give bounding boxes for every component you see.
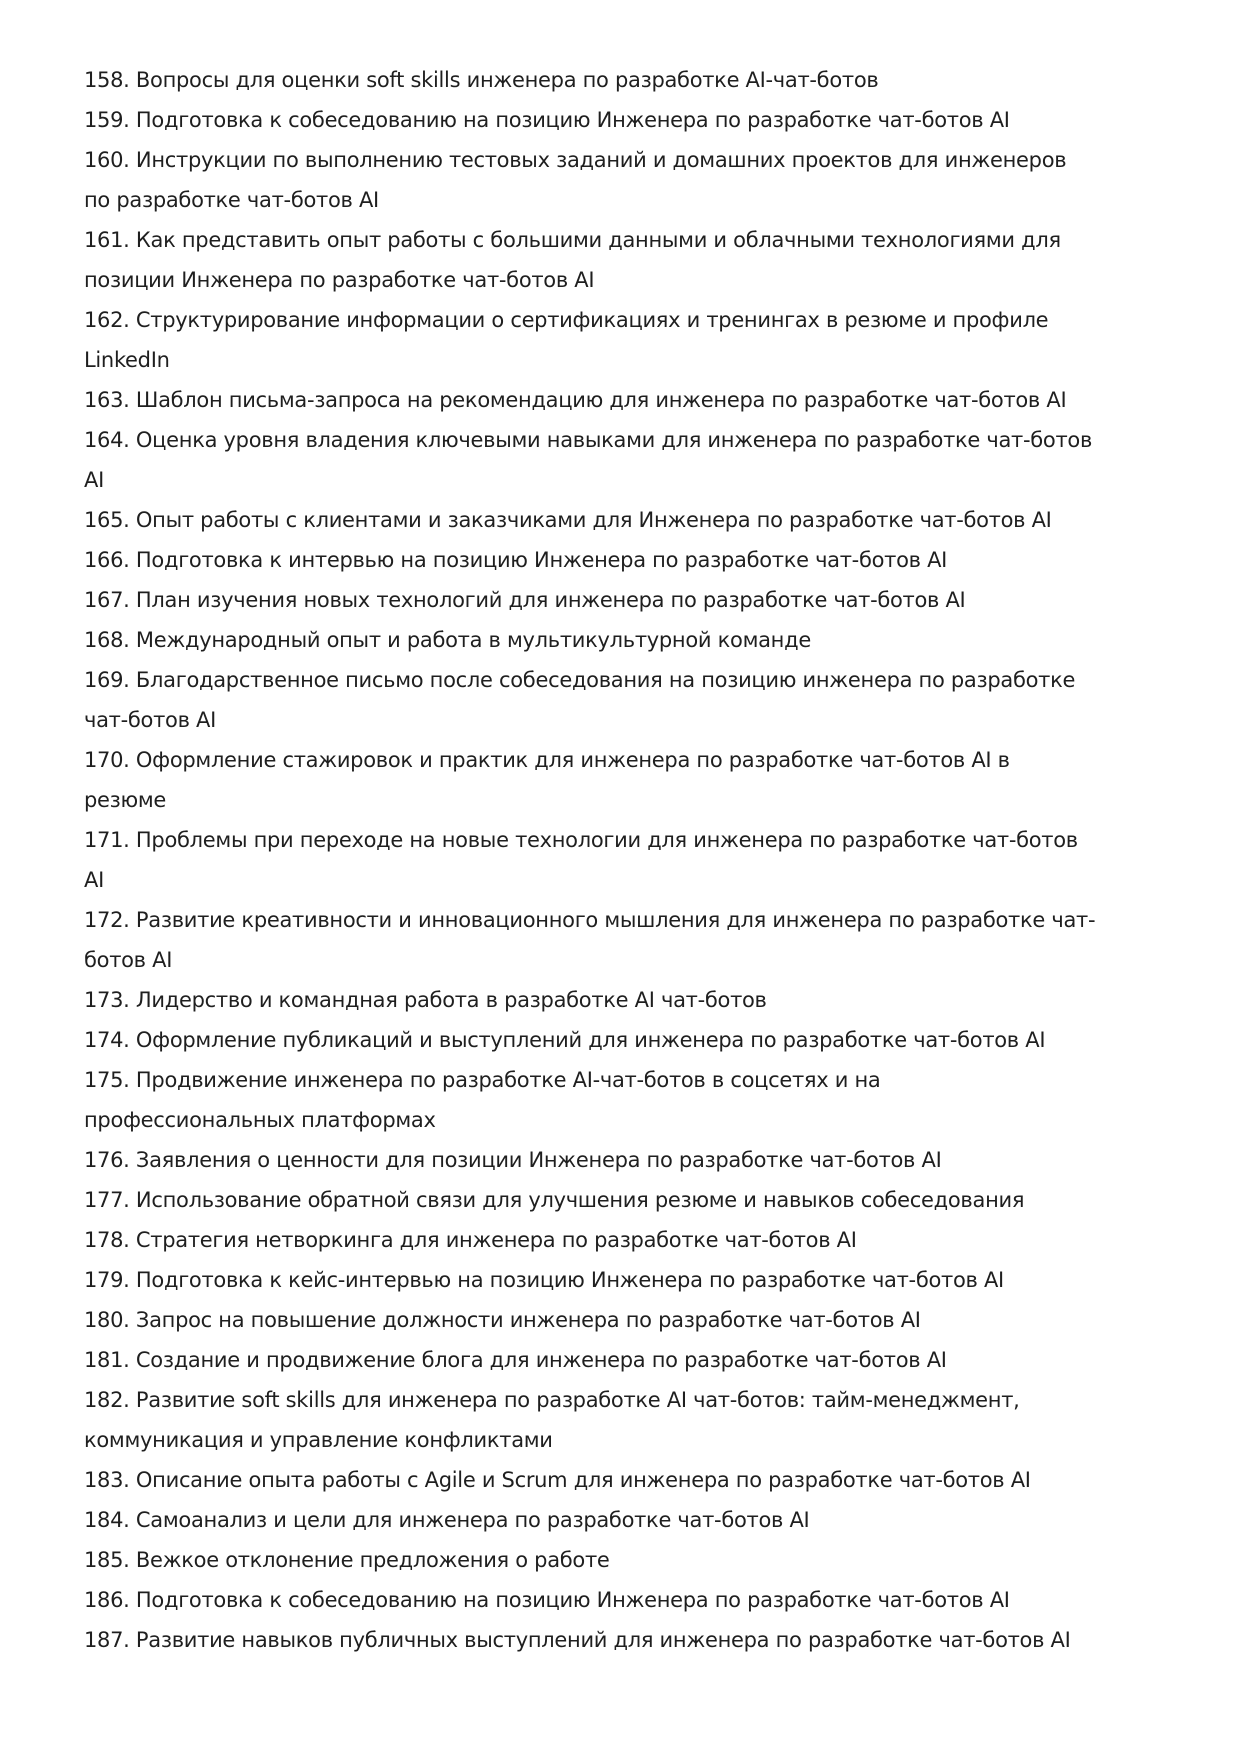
list-item <box>84 1620 1179 1660</box>
list-item <box>84 300 1179 380</box>
list-item <box>84 1300 1179 1340</box>
list-item <box>84 740 1179 820</box>
list-item <box>84 580 1179 620</box>
list-item-text: AI <box>84 868 104 892</box>
list-item <box>84 1260 1179 1300</box>
list-item <box>84 1180 1179 1220</box>
list-item <box>84 140 1179 220</box>
list-item-text: 174. Оформление публикаций и выступлений для инженера по разработке чат-ботов AI <box>84 1028 1046 1052</box>
list-item-text: ботов AI <box>84 948 173 972</box>
list-item <box>84 500 1179 540</box>
list-item-text: профессиональных платформах <box>84 1108 436 1132</box>
list-item-text: 178. Стратегия нетворкинга для инженера по разработке чат-ботов AI <box>84 1228 857 1252</box>
list-item <box>84 1540 1179 1580</box>
list-item-text: LinkedIn <box>84 348 170 372</box>
list-item-text: 158. Вопросы для оценки soft skills инженера по разработке AI-чат-ботов <box>84 68 879 92</box>
list-item-text: AI <box>84 468 104 492</box>
list-item-text: 183. Описание опыта работы с Agile и Scrum для инженера по разработке чат-ботов AI <box>84 1468 1031 1492</box>
list-item-text: коммуникация и управление конфликтами <box>84 1428 553 1452</box>
list-item-text: 169. Благодарственное письмо после собеседования на позицию инженера по разработке <box>84 668 1076 692</box>
list-item-text: 185. Вежкое отклонение предложения о работе <box>84 1548 610 1572</box>
list-item-text: 186. Подготовка к собеседованию на позицию Инженера по разработке чат-ботов AI <box>84 1588 1010 1612</box>
list-item-text: 180. Запрос на повышение должности инженера по разработке чат-ботов AI <box>84 1308 921 1332</box>
list-item-text: 173. Лидерство и командная работа в разработке AI чат-ботов <box>84 988 767 1012</box>
list-item <box>84 980 1179 1020</box>
list-item <box>84 1500 1179 1540</box>
list-item <box>84 1060 1179 1140</box>
list-item <box>84 60 1179 100</box>
list-item <box>84 100 1179 140</box>
list-item <box>84 1580 1179 1620</box>
list-item-text: 175. Продвижение инженера по разработке AI-чат-ботов в соцсетях и на <box>84 1068 881 1092</box>
list-item <box>84 380 1179 420</box>
list-item-text: 167. План изучения новых технологий для инженера по разработке чат-ботов AI <box>84 588 966 612</box>
list-item-text: 165. Опыт работы с клиентами и заказчиками для Инженера по разработке чат-ботов AI <box>84 508 1052 532</box>
list-item-text: 161. Как представить опыт работы с большими данными и облачными технологиями для <box>84 228 1061 252</box>
list-item-text: чат-ботов AI <box>84 708 216 732</box>
list-item-text: 177. Использование обратной связи для улучшения резюме и навыков собеседования <box>84 1188 1025 1212</box>
list-item-text: 160. Инструкции по выполнению тестовых заданий и домашних проектов для инженеров <box>84 148 1067 172</box>
list-item <box>84 1380 1179 1460</box>
list-item-text: 166. Подготовка к интервью на позицию Инженера по разработке чат-ботов AI <box>84 548 948 572</box>
list-item <box>84 900 1179 980</box>
list-item-text: 187. Развитие навыков публичных выступлений для инженера по разработке чат-ботов AI <box>84 1628 1071 1652</box>
list-item-text: 182. Развитие soft skills для инженера по разработке AI чат-ботов: тайм-менеджмент, <box>84 1388 1020 1412</box>
list-item <box>84 660 1179 740</box>
list-item <box>84 540 1179 580</box>
list-item-text: по разработке чат-ботов AI <box>84 188 379 212</box>
list-item-text: 171. Проблемы при переходе на новые технологии для инженера по разработке чат-ботов <box>84 828 1078 852</box>
list-item-text: 163. Шаблон письма-запроса на рекомендацию для инженера по разработке чат-ботов AI <box>84 388 1067 412</box>
list-item-text: 172. Развитие креативности и инновационного мышления для инженера по разработке чат- <box>84 908 1096 932</box>
list-item <box>84 1460 1179 1500</box>
list-item-text: позиции Инженера по разработке чат-ботов AI <box>84 268 595 292</box>
list-item-text: 181. Создание и продвижение блога для инженера по разработке чат-ботов AI <box>84 1348 947 1372</box>
list-item <box>84 1020 1179 1060</box>
numbered-list <box>84 60 1179 1660</box>
list-item <box>84 1140 1179 1180</box>
list-item-text: 164. Оценка уровня владения ключевыми навыками для инженера по разработке чат-ботов <box>84 428 1093 452</box>
list-item-text: 176. Заявления о ценности для позиции Инженера по разработке чат-ботов AI <box>84 1148 942 1172</box>
list-item <box>84 220 1179 300</box>
list-item-text: 170. Оформление стажировок и практик для инженера по разработке чат-ботов AI в <box>84 748 1010 772</box>
list-item-text: 179. Подготовка к кейс-интервью на позицию Инженера по разработке чат-ботов AI <box>84 1268 1004 1292</box>
list-item <box>84 1220 1179 1260</box>
list-item <box>84 1340 1179 1380</box>
list-item <box>84 620 1179 660</box>
list-item-text: резюме <box>84 788 167 812</box>
list-item-text: 159. Подготовка к собеседованию на позицию Инженера по разработке чат-ботов AI <box>84 108 1010 132</box>
list-item <box>84 420 1179 500</box>
list-item-text: 168. Международный опыт и работа в мультикультурной команде <box>84 628 811 652</box>
list-item-text: 184. Самоанализ и цели для инженера по разработке чат-ботов AI <box>84 1508 810 1532</box>
list-item <box>84 820 1179 900</box>
list-item-text: 162. Структурирование информации о сертификациях и тренингах в резюме и профиле <box>84 308 1049 332</box>
